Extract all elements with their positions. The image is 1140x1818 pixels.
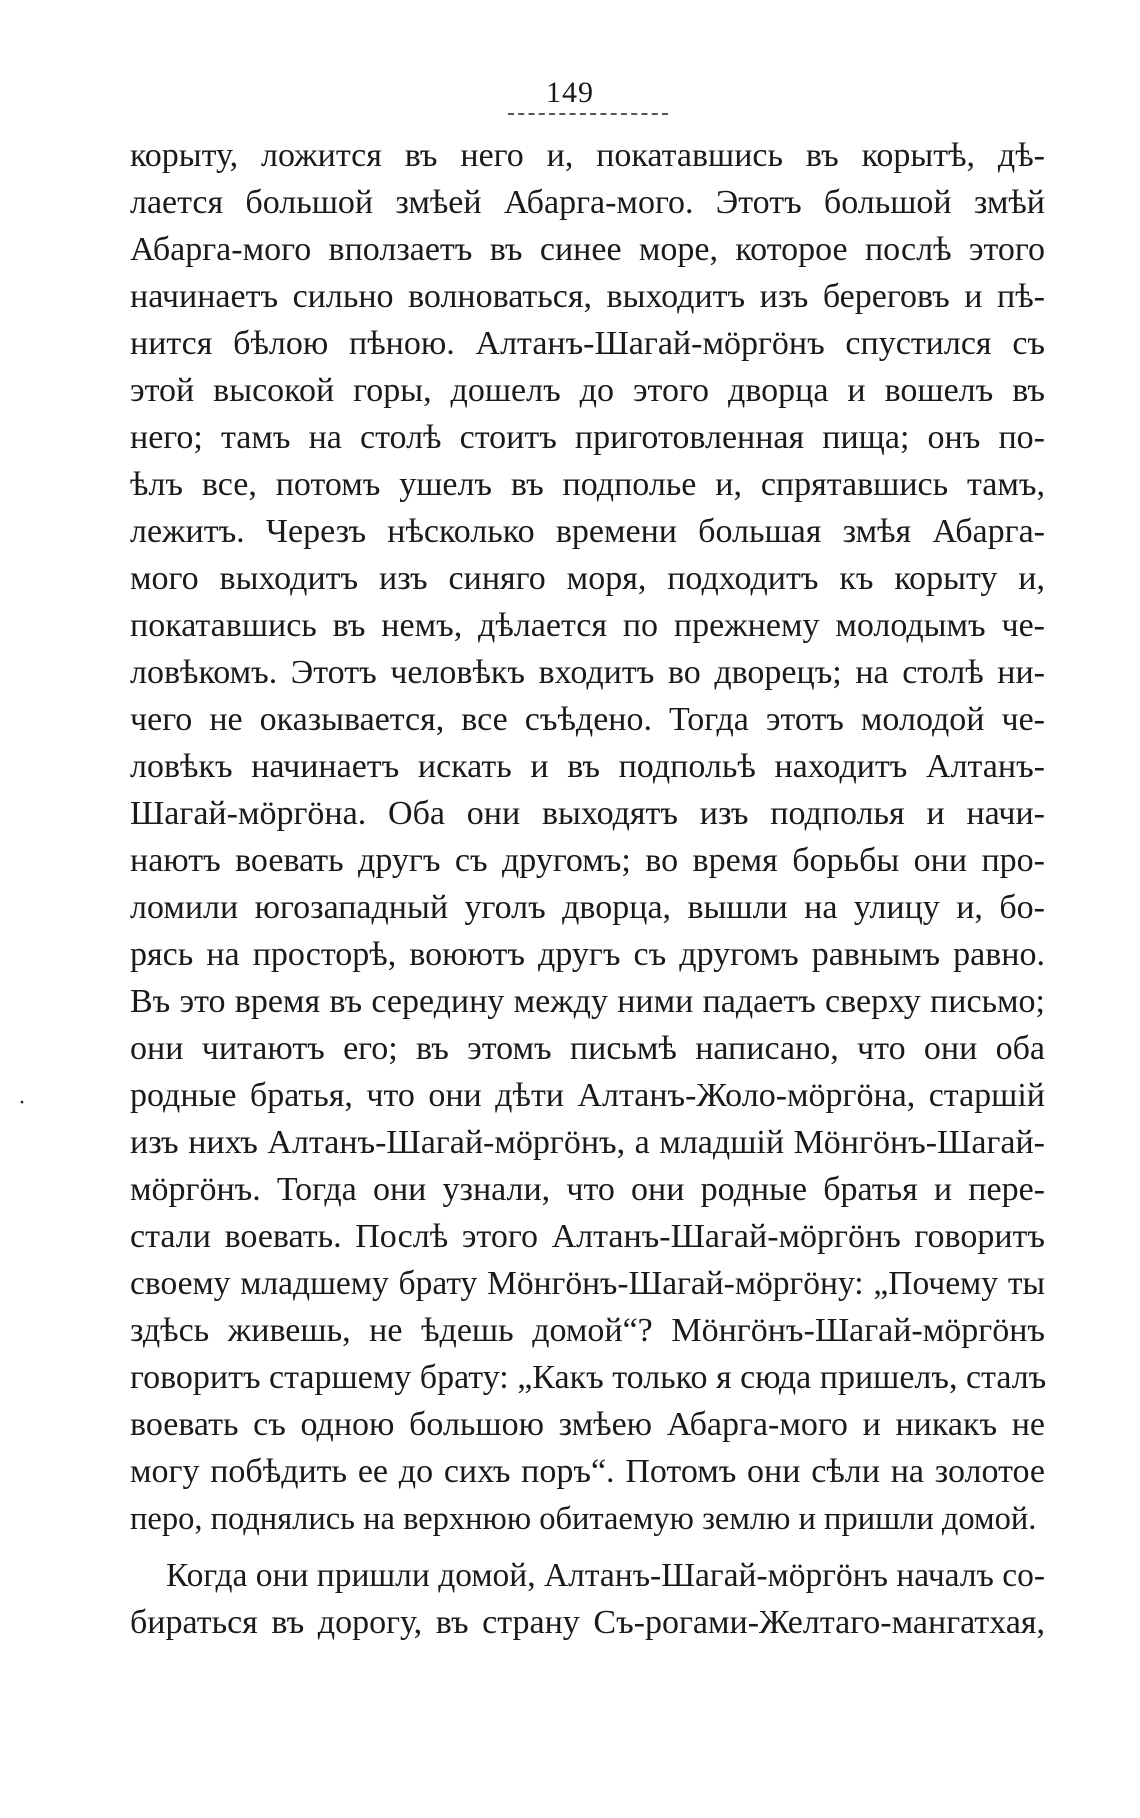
text-line: они читаютъ его; въ этомъ письмѣ написано, что они оба <box>130 1030 1045 1067</box>
text-line: мöргöнъ. Тогда они узнали, что они родные братья и пере- <box>130 1171 1045 1208</box>
text-line: корыту, ложится въ него и, покатавшись въ корытѣ, дѣ- <box>130 137 1045 174</box>
text-line: говоритъ старшему брату: „Какъ только я сюда пришелъ, сталъ <box>130 1359 1047 1396</box>
text-line: лается большой змѣей Абарга-мого. Этотъ большой змѣй <box>130 184 1045 221</box>
text-line: ловѣкомъ. Этотъ человѣкъ входитъ во дворецъ; на столѣ ни- <box>130 654 1045 691</box>
text-line: наютъ воевать другъ съ другомъ; во время борьбы они про- <box>130 842 1045 879</box>
text-line: изъ нихъ Алтанъ-Шагай-мöргöнъ, а младшiй Мöнгöнъ-Шагай- <box>130 1124 1045 1161</box>
text-line: Шагай-мöргöна. Оба они выходятъ изъ подполья и начи- <box>130 795 1045 832</box>
text-line: чего не оказывается, все съѣдено. Тогда этотъ молодой че- <box>130 701 1045 738</box>
text-line: родные братья, что они дѣти Алтанъ-Жоло-мöргöна, старшiй <box>130 1077 1045 1114</box>
margin-mark: · <box>18 1090 26 1116</box>
text-line: ломили югозападный уголъ дворца, вышли на улицу и, бо- <box>130 889 1045 926</box>
text-line: могу побѣдить ее до сихъ поръ“. Потомъ они сѣли на золотое <box>130 1453 1045 1490</box>
text-line: лежитъ. Черезъ нѣсколько времени большая змѣя Абарга- <box>130 513 1045 550</box>
text-line: него; тамъ на столѣ стоитъ приготовленная пища; онъ по- <box>130 419 1045 456</box>
text-line: мого выходитъ изъ синяго моря, подходитъ къ корыту и, <box>130 560 1045 597</box>
paragraph-first-line: Когда они пришли домой, Алтанъ-Шагай-мöргöнъ началъ со- <box>166 1557 1046 1594</box>
text-line: этой высокой горы, дошелъ до этого дворца и вошелъ въ <box>130 372 1045 409</box>
text-line: своему младшему брату Мöнгöнъ-Шагай-мöргöну: „Почему ты <box>130 1265 1045 1302</box>
text-line: ѣлъ все, потомъ ушелъ въ подполье и, спрятавшись тамъ, <box>130 466 1045 503</box>
header-rule <box>508 113 668 115</box>
text-line: ловѣкъ начинаетъ искать и въ подпольѣ находитъ Алтанъ- <box>130 748 1045 785</box>
text-line: воевать съ одною большою змѣею Абарга-мого и никакъ не <box>130 1406 1045 1443</box>
text-line: Абарга-мого вползаетъ въ синее море, которое послѣ этого <box>130 231 1045 268</box>
text-line: покатавшись въ немъ, дѣлается по прежнему молодымъ че- <box>130 607 1045 644</box>
text-line: бираться въ дорогу, въ страну Съ-рогами-Желтаго-мангатхая, <box>130 1604 1045 1641</box>
page-number: 149 <box>546 76 594 109</box>
text-line: нится бѣлою пѣною. Алтанъ-Шагай-мöргöнъ спустился съ <box>130 325 1045 362</box>
text-line: начинаетъ сильно волноваться, выходитъ изъ береговъ и пѣ- <box>130 278 1045 315</box>
text-line: рясь на просторѣ, воюютъ другъ съ другомъ равнымъ равно. <box>130 936 1045 973</box>
text-line: здѣсь живешь, не ѣдешь домой“? Мöнгöнъ-Шагай-мöргöнъ <box>130 1312 1045 1349</box>
text-line: перо, поднялись на верхнюю обитаемую землю и пришли домой. <box>130 1501 1037 1537</box>
text-line: Въ это время въ середину между ними падаетъ сверху письмо; <box>130 983 1045 1020</box>
text-line: стали воевать. Послѣ этого Алтанъ-Шагай-мöргöнъ говоритъ <box>130 1218 1045 1255</box>
